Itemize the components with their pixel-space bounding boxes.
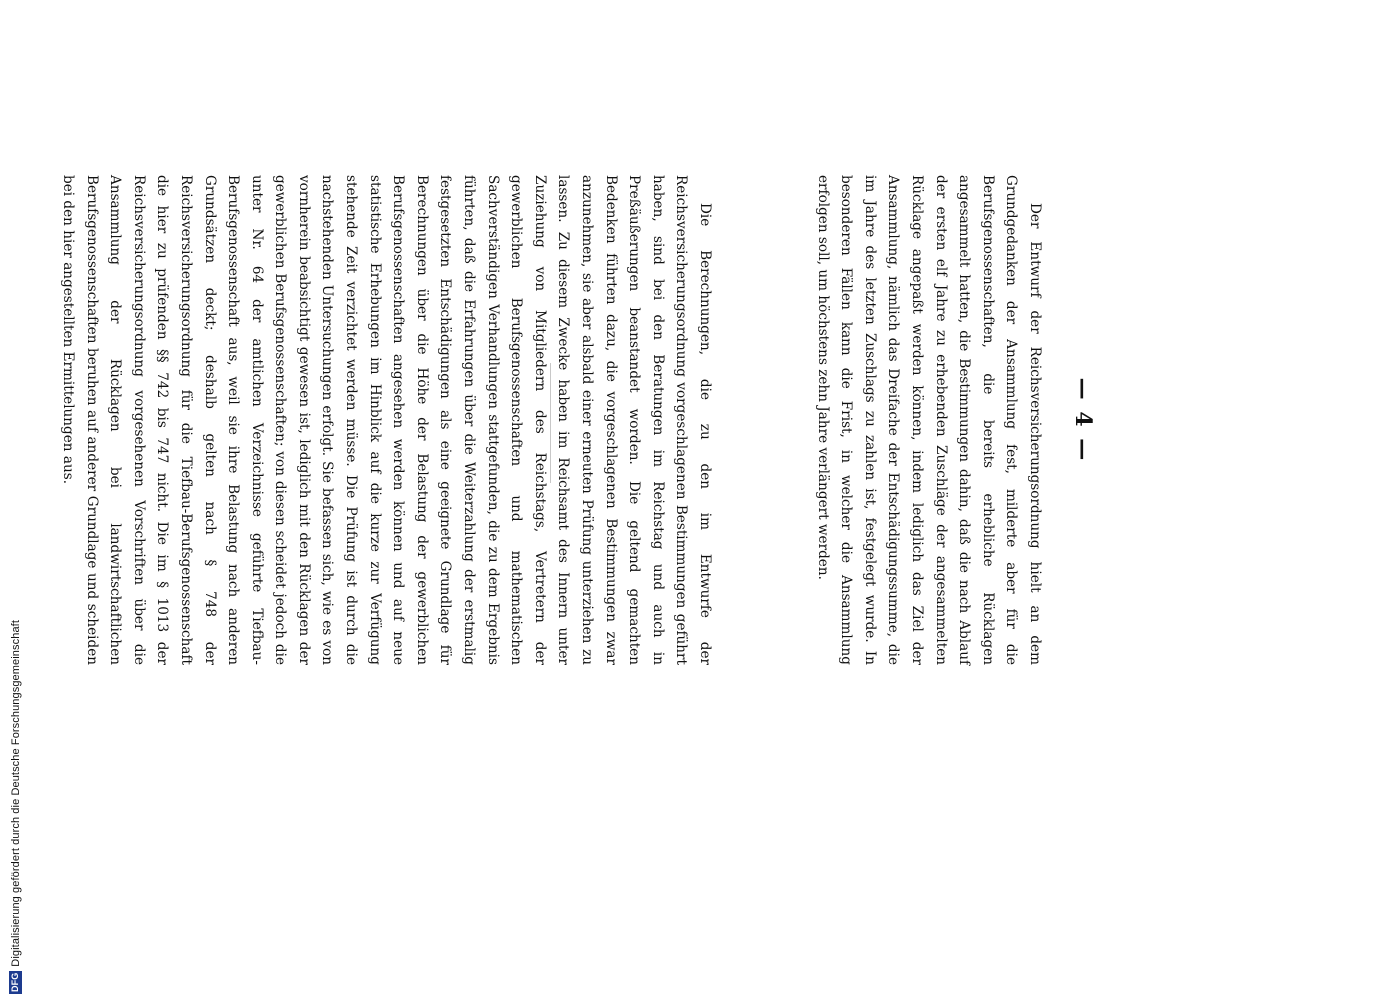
scanned-page <box>59 175 1096 665</box>
page-number: — 4 — <box>1070 377 1096 463</box>
digitization-credit <box>9 620 22 994</box>
paragraph-2: Die Berechnungen, die zu den im Entwurfe der Reichsversicherungsordnung vorgeschlagenen Bestimmungen geführt haben, sind bei den Beratungen im Reichstag und auch in Preßäußerungen beanstandet worden. Die geltend gemachten Bedenken führten dazu, die vorgeschlagenen Bestimmungen zwar anzunehmen, sie aber alsbald einer erneuten Prüfung unterziehen zu lassen. Zu diesem Zwecke haben im Reichsamt des Innern unter Zuziehung von Mitgliedern des Reichstags, Vertretern der gewerblichen Berufsgenossenschaften und mathematischen Sachverständigen Verhandlungen stattgefunden, die zu dem Ergebnis führten, daß die Erfahrungen über die Weiterzahlung der erstmalig festgesetzten Entschädigungen als eine geeignete Grundlage für Berechnungen über die Höhe der Belastung der gewerblichen Berufsgenossenschaften angesehen werden können und auf neue statistische Erhebungen im Hinblick auf die kurze zur Verfügung stehende Zeit verzichtet werden müsse. Die Prüfung ist durch die nachstehenden Untersuchungen erfolgt. Sie befassen sich, wie es von vornherein beabsichtigt gewesen ist, lediglich mit den Rücklagen der gewerblichen Berufsgenossenschaften; von diesen scheidet jedoch die unter Nr. 64 der amtlichen Verzeichnisse geführte Tiefbau-Berufsgenossenschaft aus, weil sie ihre Belastung nach anderen Grundsätzen deckt; deshalb gelten nach § 748 der Reichsversicherungsordnung für die Tiefbau-Berufsgenossenschaft die hier zu prüfenden §§ 742 bis 747 nicht. Die im § 1013 der Reichsversicherungsordnung vorgesehenen Vorschriften über die Ansammlung der Rücklagen bei landwirtschaftlichen Berufsgenossenschaften beruhen auf anderer Grundlage und scheiden bei den hier angestellten Ermittelungen aus. <box>59 175 713 665</box>
credit-text: Digitalisierung gefördert durch die Deutsche Forschungsgemeinschaft <box>9 620 22 967</box>
scan-artifact-line <box>550 363 551 483</box>
digitization-credit-strip <box>0 0 22 1000</box>
page-content <box>59 175 1096 665</box>
dfg-logo: DFG <box>10 972 20 992</box>
paragraph-1: Der Entwurf der Reichsversicherungsordnung hielt an dem Grundgedanken der Ansammlung fest, milderte aber für die Berufsgenossenschaften, die bereits erhebliche Rücklagen angesammelt hatten, die Bestimmungen dahin, daß die nach Ablauf der ersten elf Jahre zu erhebenden Zuschläge der angesammelten Rücklage angepaßt werden können, indem lediglich das Ziel der Ansammlung, nämlich das Dreifache der Entschädigungssumme, die im Jahre des letzten Zuschlags zu zahlen ist, festgelegt wurde. In besonderen Fällen kann die Frist, in welcher die Ansammlung erfolgen soll, um höchstens zehn Jahre verlängert werden. <box>814 175 1043 665</box>
